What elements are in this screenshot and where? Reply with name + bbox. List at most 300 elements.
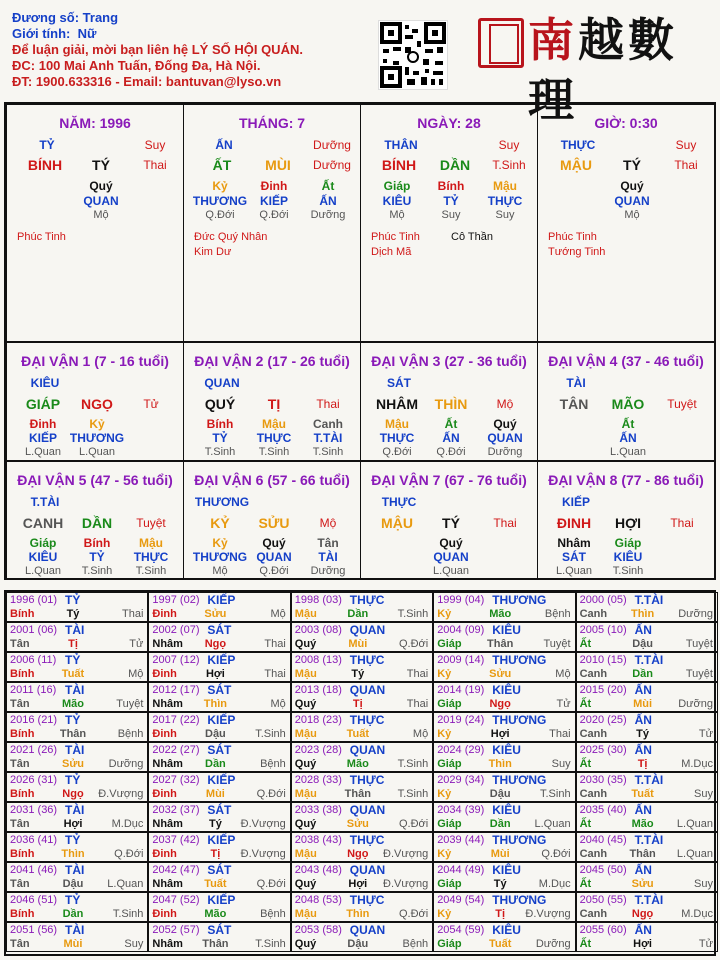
year-ten-god: THỰC [349, 893, 385, 907]
year-label: 2049 (54) [437, 894, 485, 906]
year-ten-god: KIẾP [207, 713, 236, 727]
year-cell[interactable] [433, 742, 575, 772]
year-cell[interactable] [291, 682, 433, 712]
year-branch: Tý [66, 608, 80, 620]
year-branch: Hợi [205, 668, 225, 680]
year-cell[interactable] [433, 802, 575, 832]
year-branch: Hợi [63, 818, 83, 830]
year-stem: Ất [579, 818, 592, 830]
year-label: 2023 (28) [294, 744, 342, 756]
year-cell[interactable] [6, 742, 148, 772]
year-cell[interactable] [148, 622, 290, 652]
year-cell[interactable] [6, 832, 148, 862]
year-stage: Đ.Vượng [383, 878, 429, 890]
year-label: 2004 (09) [437, 624, 485, 636]
year-branch: Tuất [346, 728, 369, 740]
hidden-stem: Ất [621, 417, 635, 431]
hidden-stage: L.Quan [24, 565, 62, 577]
dai-van-stage: Thai [670, 516, 694, 530]
year-stem: Mậu [294, 608, 317, 620]
year-ten-god: T.TÀI [634, 833, 664, 847]
year-stem: Kỷ [437, 608, 452, 620]
hidden-stem: Ất [321, 179, 335, 193]
pillar-ten-god-top: TỶ [39, 138, 55, 152]
dai-van-branch: TỊ [267, 396, 281, 412]
hidden-stage: Dưỡng [310, 209, 346, 221]
hidden-stem: Mậu [385, 417, 409, 431]
year-ten-god: THƯƠNG [492, 833, 547, 847]
year-stem: Bính [10, 848, 35, 860]
hidden-ten-god: T.TÀI [313, 431, 343, 445]
year-cell[interactable] [433, 592, 575, 622]
year-label: 1996 (01) [10, 594, 58, 606]
year-stem: Quý [294, 638, 317, 650]
dai-van-stage: Tuyệt [667, 397, 697, 411]
year-cell[interactable] [291, 892, 433, 922]
year-cell[interactable] [433, 712, 575, 742]
phone-email-line[interactable]: ĐT: 1900.633316 - Email: bantuvan@lyso.vn [12, 74, 282, 89]
year-stage: M.Dục [681, 758, 713, 770]
year-label: 2038 (43) [294, 834, 342, 846]
dai-van-cell[interactable] [360, 342, 538, 461]
year-branch: Mùi [63, 938, 83, 950]
star-label: Dịch Mã [371, 246, 412, 258]
year-label: 2050 (55) [579, 894, 627, 906]
dai-van-branch: DẦN [81, 515, 113, 531]
year-label: 2054 (59) [437, 924, 485, 936]
year-branch: Mão [346, 758, 369, 770]
hidden-stage: Q.Đới [205, 209, 235, 221]
year-cell[interactable] [291, 742, 433, 772]
year-cell[interactable] [291, 592, 433, 622]
year-label: 2005 (10) [579, 624, 627, 636]
year-ten-god: TÀI [65, 803, 85, 817]
hidden-stem: Canh [313, 417, 343, 431]
hidden-ten-god: ẤN [319, 194, 337, 208]
dai-van-title: ĐẠI VẬN 1 (7 - 16 tuổi) [21, 353, 169, 369]
year-cell[interactable] [433, 832, 575, 862]
hidden-stem: Quý [439, 536, 463, 550]
year-ten-god: KIÊU [492, 743, 521, 757]
dai-van-branch: THÌN [434, 396, 468, 412]
year-ten-god: THỰC [349, 593, 385, 607]
year-ten-god: KIÊU [492, 803, 521, 817]
hidden-stage: T.Sinh [81, 565, 113, 577]
year-stage: Bệnh [544, 608, 571, 620]
year-cell[interactable] [576, 682, 718, 712]
year-ten-god: KIẾP [207, 653, 236, 667]
year-ten-god: THỰC [349, 833, 385, 847]
year-stem: Ất [579, 938, 592, 950]
hidden-ten-god: TỶ [443, 194, 459, 208]
year-cell[interactable] [433, 862, 575, 892]
year-cell[interactable] [291, 622, 433, 652]
hidden-stem: Giáp [383, 179, 411, 193]
year-cell[interactable] [6, 922, 148, 952]
year-stem: Bính [10, 908, 35, 920]
year-cell[interactable] [291, 652, 433, 682]
year-label: 2014 (19) [437, 684, 485, 696]
contact-line: Để luận giải, mời bạn liên hệ LÝ SỐ HỘI QUÁN. [12, 42, 303, 57]
year-stem: Canh [579, 728, 608, 740]
year-cell[interactable] [6, 802, 148, 832]
dai-van-stem: TÂN [559, 396, 589, 412]
year-cell[interactable] [433, 622, 575, 652]
hidden-stage: L.Quan [24, 446, 62, 458]
dai-van-ten-god: SÁT [387, 376, 411, 390]
dai-van-title: ĐẠI VẬN 3 (27 - 36 tuổi) [371, 353, 527, 369]
year-branch: Thìn [61, 848, 85, 860]
year-cell[interactable] [576, 892, 718, 922]
year-branch: Tuất [204, 878, 227, 890]
pillar-title: NĂM: 1996 [59, 115, 131, 131]
year-stem: Giáp [437, 878, 462, 890]
year-ten-god: TÀI [65, 623, 85, 637]
year-branch: Thân [59, 728, 87, 740]
year-branch: Tý [351, 668, 365, 680]
hidden-ten-god: THỰC [256, 431, 292, 445]
year-stem: Kỷ [437, 728, 452, 740]
year-stem: Nhâm [152, 638, 183, 650]
pillars-grid [4, 102, 716, 580]
pillar-cell[interactable] [360, 104, 538, 342]
hidden-ten-god: KIÊU [613, 550, 643, 564]
hidden-stage: T.Sinh [204, 446, 236, 458]
year-label: 2028 (33) [294, 774, 342, 786]
year-stem: Ất [579, 638, 592, 650]
year-cell[interactable] [148, 652, 290, 682]
year-branch: Thìn [630, 608, 655, 620]
year-cell[interactable] [576, 652, 718, 682]
year-cell[interactable] [291, 922, 433, 952]
year-stage: T.Sinh [112, 908, 144, 920]
year-stem: Nhâm [152, 938, 183, 950]
hidden-ten-god: TÀI [318, 550, 338, 564]
pillar-stage-right: Thai [674, 158, 698, 172]
year-stage: Tuyệt [685, 638, 713, 650]
year-stage: M.Dục [111, 818, 144, 830]
year-cell[interactable] [433, 652, 575, 682]
year-stage: Tử [698, 938, 713, 950]
year-label: 2039 (44) [437, 834, 485, 846]
year-branch: Mùi [633, 698, 653, 710]
hidden-stage: Mộ [624, 209, 640, 221]
year-cell[interactable] [576, 742, 718, 772]
year-label: 2030 (35) [579, 774, 627, 786]
year-stage: Bệnh [402, 938, 429, 950]
year-label: 2040 (45) [579, 834, 627, 846]
dai-van-stage: Thai [493, 516, 517, 530]
hidden-stem: Quý [493, 417, 517, 431]
year-cell[interactable] [576, 802, 718, 832]
year-label: 2044 (49) [437, 864, 485, 876]
year-branch: Sửu [346, 818, 369, 830]
year-cell[interactable] [576, 622, 718, 652]
year-cell[interactable] [148, 892, 290, 922]
gender-value: Nữ [77, 26, 97, 41]
year-stem: Ất [579, 698, 592, 710]
year-cell[interactable] [6, 862, 148, 892]
year-branch: Mão [631, 818, 654, 830]
star-label: Phúc Tinh [371, 231, 420, 243]
year-stage: Bệnh [117, 728, 144, 740]
year-stem: Mậu [294, 908, 317, 920]
year-branch: Dậu [205, 728, 226, 740]
hidden-ten-god: THƯƠNG [192, 550, 248, 564]
year-branch: Thìn [346, 908, 370, 920]
year-label: 2048 (53) [294, 894, 342, 906]
pillar-branch: DẦN [439, 157, 471, 173]
hidden-ten-god: SÁT [562, 550, 586, 564]
year-cell[interactable] [6, 892, 148, 922]
year-stem: Kỷ [437, 908, 452, 920]
year-label: 2032 (37) [152, 804, 200, 816]
year-cell[interactable] [291, 802, 433, 832]
pillar-stage-top: Suy [144, 138, 166, 152]
year-cell[interactable] [433, 682, 575, 712]
hidden-stem: Kỷ [89, 417, 105, 431]
dai-van-cell[interactable] [537, 461, 715, 580]
year-label: 2017 (22) [152, 714, 200, 726]
year-stem: Quý [294, 938, 317, 950]
pillar-cell[interactable] [183, 104, 361, 342]
year-cell[interactable] [148, 922, 290, 952]
year-ten-god: THƯƠNG [492, 713, 547, 727]
hidden-ten-god: QUAN [614, 194, 650, 208]
year-cell[interactable] [148, 832, 290, 862]
pillar-title: NGÀY: 28 [417, 115, 481, 131]
dai-van-cell[interactable] [6, 461, 184, 580]
dai-van-cell[interactable] [360, 461, 538, 580]
year-cell[interactable] [6, 592, 148, 622]
year-stage: M.Dục [681, 908, 713, 920]
year-branch: Hợi [490, 728, 510, 740]
dai-van-branch: MÃO [611, 396, 645, 412]
dai-van-ten-god: TÀI [566, 376, 586, 390]
year-cell[interactable] [291, 712, 433, 742]
year-cell[interactable] [148, 862, 290, 892]
hidden-ten-god: ẤN [619, 431, 637, 445]
year-stage: Thai [406, 668, 429, 680]
year-branch: Thân [487, 638, 514, 650]
year-branch: Thìn [488, 758, 512, 770]
year-label: 1999 (04) [437, 594, 485, 606]
year-ten-god: QUAN [349, 803, 386, 817]
year-cell[interactable] [576, 592, 718, 622]
pillar-branch: TÝ [92, 157, 110, 173]
year-branch: Dần [489, 818, 511, 830]
year-stage: Tuyệt [543, 638, 571, 650]
year-stage: Mộ [412, 728, 429, 740]
year-stage: L.Quan [534, 818, 571, 830]
year-stage: Dưỡng [535, 938, 571, 950]
year-branch: Tị [637, 758, 648, 770]
year-label: 2041 (46) [10, 864, 58, 876]
year-stage: L.Quan [676, 818, 713, 830]
year-stage: Tuyệt [116, 698, 144, 710]
year-label: 2021 (26) [10, 744, 58, 756]
dai-van-stage: Mộ [496, 397, 514, 411]
star-label: Phúc Tinh [17, 231, 66, 243]
year-stage: Đ.Vượng [240, 848, 286, 860]
year-branch: Ngọ [347, 848, 369, 860]
hidden-stage: Dưỡng [310, 565, 346, 577]
owner-value: Trang [82, 10, 119, 25]
year-cell[interactable] [576, 712, 718, 742]
dai-van-ten-god: THƯƠNG [194, 495, 250, 509]
year-stem: Quý [294, 698, 317, 710]
hidden-stage: L.Quan [78, 446, 116, 458]
year-stem: Quý [294, 758, 317, 770]
year-ten-god: KIÊU [492, 863, 521, 877]
hidden-ten-god: QUAN [433, 550, 469, 564]
year-stage: Đ.Vượng [525, 908, 571, 920]
year-ten-god: KIẾP [207, 773, 236, 787]
year-cell[interactable] [6, 682, 148, 712]
year-label: 2009 (14) [437, 654, 485, 666]
year-ten-god: QUAN [349, 623, 386, 637]
pillar-stem: BÍNH [27, 157, 63, 173]
hidden-stem: Bính [83, 536, 111, 550]
year-branch: Tý [208, 818, 222, 830]
year-branch: Dậu [489, 788, 511, 800]
year-label: 2012 (17) [152, 684, 200, 696]
year-ten-god: SÁT [207, 923, 232, 937]
year-cell[interactable] [6, 622, 148, 652]
dai-van-ten-god: QUAN [204, 376, 240, 390]
year-stage: T.Sinh [397, 608, 429, 620]
year-ten-god: QUAN [349, 683, 386, 697]
dai-van-stem: KỶ [210, 515, 230, 531]
year-branch: Dậu [347, 938, 369, 950]
year-cell[interactable] [576, 862, 718, 892]
year-cell[interactable] [6, 772, 148, 802]
year-cell[interactable] [433, 772, 575, 802]
year-ten-god: ẤN [634, 713, 652, 727]
hidden-stage: Mộ [93, 209, 109, 221]
year-cell[interactable] [433, 922, 575, 952]
year-cell[interactable] [6, 712, 148, 742]
hidden-stage: T.Sinh [612, 565, 644, 577]
year-ten-god: T.TÀI [634, 773, 664, 787]
year-stem: Đinh [152, 728, 177, 740]
pillar-branch: TÝ [623, 157, 641, 173]
year-ten-god: KIÊU [492, 623, 521, 637]
year-stem: Quý [294, 818, 317, 830]
dai-van-cell[interactable] [6, 342, 184, 461]
year-branch: Tý [636, 728, 650, 740]
year-label: 2046 (51) [10, 894, 58, 906]
year-stage: Q.Đới [114, 848, 144, 860]
year-branch: Ngọ [489, 698, 511, 710]
year-branch: Dậu [632, 638, 653, 650]
year-stem: Tân [10, 698, 30, 710]
address-line: ĐC: 100 Mai Anh Tuấn, Đống Đa, Hà Nội. [12, 58, 261, 73]
star-label: Đức Quý Nhân [194, 231, 268, 243]
year-ten-god: THƯƠNG [492, 593, 547, 607]
year-stage: Đ.Vượng [98, 788, 144, 800]
qr-code-icon[interactable] [378, 20, 448, 90]
year-cell[interactable] [148, 682, 290, 712]
year-cell[interactable] [291, 832, 433, 862]
star-label: Kim Dư [194, 246, 232, 258]
year-cell[interactable] [576, 772, 718, 802]
year-ten-god: ẤN [634, 743, 652, 757]
dai-van-ten-god: THỰC [381, 495, 417, 509]
year-branch: Mùi [490, 848, 510, 860]
dai-van-cell[interactable] [183, 342, 361, 461]
pillar-stage-right: Dưỡng [313, 158, 351, 172]
dai-van-ten-god: T.TÀI [30, 495, 60, 509]
year-cell[interactable] [576, 832, 718, 862]
year-stage: Thai [264, 638, 286, 650]
year-stage: L.Quan [107, 878, 144, 890]
pillar-stage-right: T.Sinh [492, 158, 526, 172]
year-stem: Canh [579, 908, 608, 920]
year-cell[interactable] [148, 742, 290, 772]
year-branch: Mão [62, 698, 84, 710]
hidden-ten-god: KIÊU [382, 194, 412, 208]
year-branch: Mão [204, 908, 227, 920]
pillar-cell[interactable] [6, 104, 184, 342]
hidden-ten-god: KIẾP [28, 431, 57, 445]
year-cell[interactable] [291, 772, 433, 802]
year-cell[interactable] [433, 892, 575, 922]
year-cell[interactable] [576, 922, 718, 952]
year-cell[interactable] [148, 592, 290, 622]
year-cell[interactable] [6, 652, 148, 682]
year-stage: Suy [694, 878, 713, 890]
year-stage: Mộ [270, 698, 286, 710]
year-label: 2033 (38) [294, 804, 342, 816]
year-stem: Bính [10, 668, 35, 680]
year-branch: Mùi [348, 638, 368, 650]
year-stage: Tử [129, 638, 144, 650]
year-stage: Đ.Vượng [383, 848, 429, 860]
dai-van-cell[interactable] [183, 461, 361, 580]
hidden-ten-god: QUAN [256, 550, 292, 564]
year-branch: Tị [210, 848, 221, 860]
year-cell[interactable] [148, 712, 290, 742]
year-label: 2043 (48) [294, 864, 342, 876]
year-stem: Canh [579, 608, 608, 620]
year-cell[interactable] [291, 862, 433, 892]
year-cell[interactable] [148, 802, 290, 832]
dai-van-stage: Tuyệt [136, 516, 166, 530]
year-label: 2053 (58) [294, 924, 342, 936]
year-ten-god: THƯƠNG [492, 653, 547, 667]
hidden-stage: Mộ [389, 209, 405, 221]
year-stem: Bính [10, 728, 35, 740]
year-ten-god: TÀI [65, 923, 85, 937]
year-stage: Thai [264, 668, 286, 680]
year-label: 2010 (15) [579, 654, 627, 666]
hidden-stem: Quý [89, 179, 113, 193]
year-ten-god: TỶ [65, 893, 81, 907]
year-label: 1998 (03) [294, 594, 342, 606]
pillar-cell[interactable] [537, 104, 715, 342]
year-cell[interactable] [148, 772, 290, 802]
year-ten-god: TỶ [65, 653, 81, 667]
year-stem: Kỷ [437, 788, 452, 800]
pillar-stage-top: Suy [498, 138, 520, 152]
hidden-stage: Q.Đới [259, 209, 289, 221]
dai-van-cell[interactable] [537, 342, 715, 461]
year-branch: Ngọ [631, 908, 654, 920]
hidden-stage: L.Quan [609, 446, 647, 458]
year-ten-god: ẤN [634, 683, 652, 697]
year-stem: Mậu [294, 788, 317, 800]
